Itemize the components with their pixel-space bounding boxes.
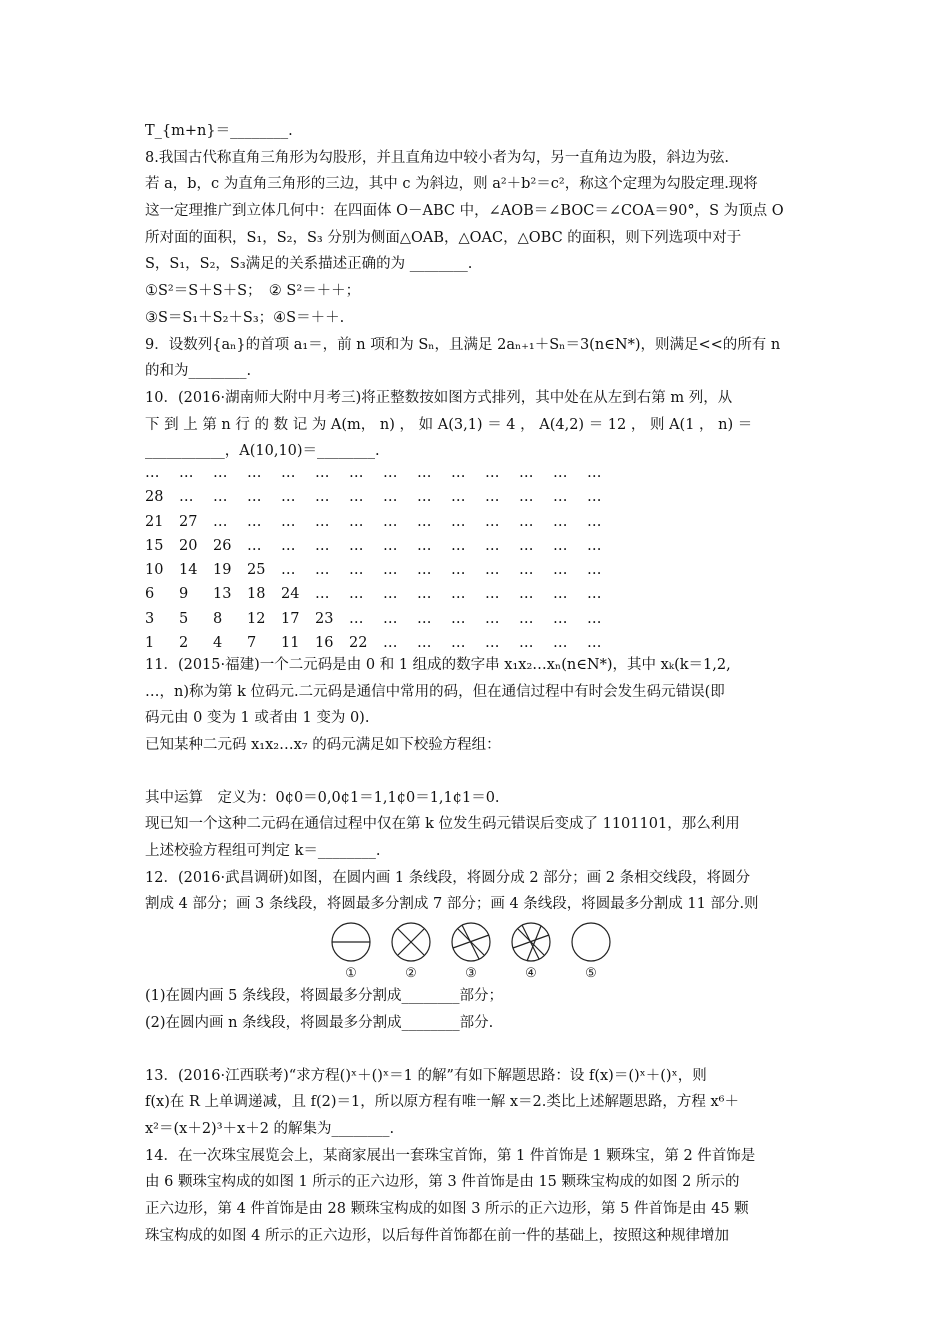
circle-5 xyxy=(572,923,610,961)
table-cell: … xyxy=(485,635,500,652)
text-line: 9．设数列{aₙ}的首项 a₁＝，前 n 项和为 Sₙ，且满足 2aₙ₊₁＋Sₙ＝3(n∈N*)，则满足<<的所有 n xyxy=(145,336,781,353)
table-cell: … xyxy=(349,586,364,603)
problems-11-12 xyxy=(145,785,810,918)
table-cell: … xyxy=(587,610,602,627)
table-cell: … xyxy=(485,562,500,579)
text-line: …，n)称为第 k 位码元.二元码是通信中常用的码，但在通信过程中有时会发生码元错误(即 xyxy=(145,683,725,700)
number-arrangement-table xyxy=(145,463,810,652)
table-cell: 14 xyxy=(179,562,198,579)
table-cell: … xyxy=(553,610,568,627)
table-cell: … xyxy=(519,586,534,603)
table-cell: … xyxy=(553,635,568,652)
circle-label: ① xyxy=(345,966,357,982)
circle-label: ④ xyxy=(525,966,537,982)
table-cell: 7 xyxy=(247,635,257,652)
text-line: 11．(2015·福建)一个二元码是由 0 和 1 组成的数字串 x₁x₂…xₙ(n∈N*)，其中 xₖ(k＝1,2, xyxy=(145,656,731,673)
table-cell: … xyxy=(417,489,432,506)
table-cell: … xyxy=(247,489,262,506)
table-cell: … xyxy=(247,464,262,481)
table-cell: … xyxy=(485,610,500,627)
table-cell: … xyxy=(315,586,330,603)
table-cell: 13 xyxy=(213,586,232,603)
table-cell: 9 xyxy=(179,586,189,603)
table-cell: … xyxy=(281,489,296,506)
table-cell: … xyxy=(315,513,330,530)
text-line: (1)在圆内画 5 条线段，将圆最多分割成________部分； xyxy=(145,988,503,1005)
table-cell: 1 xyxy=(145,635,155,652)
table-cell: … xyxy=(315,537,330,554)
table-cell: … xyxy=(349,489,364,506)
text-line: S，S₁，S₂，S₃满足的关系描述正确的为 ________. xyxy=(145,256,473,273)
circle-3 xyxy=(452,923,490,961)
table-cell: 17 xyxy=(281,610,300,627)
table-cell: … xyxy=(247,537,262,554)
circle-4 xyxy=(512,923,550,961)
table-cell: 18 xyxy=(247,586,266,603)
table-cell: 8 xyxy=(213,610,223,627)
text-line: 10．(2016·湖南师大附中月考三)将正整数按如图方式排列，其中处在从左到右第 m 列，从 xyxy=(145,389,733,406)
table-cell: … xyxy=(213,464,228,481)
table-cell: … xyxy=(417,513,432,530)
text-line: T_{m+n}＝________. xyxy=(145,123,293,139)
problem-12-questions xyxy=(145,983,810,1036)
text-line: ___________，A(10,10)＝________. xyxy=(145,443,380,460)
table-cell: … xyxy=(553,537,568,554)
problems-13-14 xyxy=(145,1063,810,1250)
text-line: 已知某种二元码 x₁x₂…x₇ 的码元满足如下校验方程组： xyxy=(145,737,501,753)
circle-label: ⑤ xyxy=(585,966,597,982)
table-cell: … xyxy=(451,513,466,530)
text-line: 上述校验方程组可判定 k＝________. xyxy=(145,843,381,860)
table-cell: … xyxy=(281,513,296,530)
table-cell: … xyxy=(383,562,398,579)
table-cell: … xyxy=(553,489,568,506)
table-cell: 5 xyxy=(179,610,189,627)
text-line: 8.我国古代称直角三角形为勾股形，并且直角边中较小者为勾，另一直角边为股，斜边为弦. xyxy=(145,149,729,166)
table-cell: … xyxy=(587,464,602,481)
table-cell: 2 xyxy=(179,635,189,652)
table-cell: … xyxy=(553,586,568,603)
circle-figures xyxy=(145,921,810,981)
table-cell: … xyxy=(519,562,534,579)
circle-2 xyxy=(392,923,430,961)
table-cell: … xyxy=(281,464,296,481)
text-line: 所对面的面积，S₁，S₂，S₃ 分别为侧面△OAB，△OAC，△OBC 的面积，则下列选项中对于 xyxy=(145,229,742,246)
text-line: (2)在圆内画 n 条线段，将圆最多分割成________部分. xyxy=(145,1014,494,1031)
table-cell: … xyxy=(451,562,466,579)
text-line: 现已知一个这种二元码在通信过程中仅在第 k 位发生码元错误后变成了 1101101，那么利用 xyxy=(145,816,740,833)
table-cell: … xyxy=(485,489,500,506)
table-cell: … xyxy=(417,537,432,554)
table-cell: … xyxy=(587,562,602,579)
text-line: 这一定理推广到立体几何中：在四面体 O－ABC 中，∠AOB＝∠BOC＝∠COA＝90°，S 为顶点 O xyxy=(145,203,784,220)
table-cell: … xyxy=(451,464,466,481)
table-cell: … xyxy=(587,586,602,603)
text-line: 其中运算 定义为：0¢0＝0,0¢1＝1,1¢0＝1,1¢1＝0. xyxy=(145,789,500,806)
table-cell: … xyxy=(281,537,296,554)
text-line: 割成 4 部分；画 3 条线段，将圆最多分割成 7 部分；画 4 条线段，将圆最多分割成 11 部分.则 xyxy=(145,896,759,913)
circle-label: ② xyxy=(405,966,417,982)
table-cell: 12 xyxy=(247,610,266,627)
text-line: 由 6 颗珠宝构成的如图 1 所示的正六边形，第 3 件首饰是由 15 颗珠宝构成的如图 2 所示的 xyxy=(145,1174,740,1191)
table-cell: … xyxy=(417,635,432,652)
circle-figure-svg xyxy=(331,921,631,981)
text-line: 14．在一次珠宝展览会上，某商家展出一套珠宝首饰，第 1 件首饰是 1 颗珠宝，第 2 件首饰是 xyxy=(145,1147,756,1164)
table-cell: … xyxy=(383,537,398,554)
table-cell: … xyxy=(213,513,228,530)
table-cell: … xyxy=(519,537,534,554)
problems-8-10 xyxy=(145,118,810,465)
table-cell: … xyxy=(451,610,466,627)
table-cell: … xyxy=(145,464,160,481)
table-cell: … xyxy=(587,635,602,652)
table-cell: … xyxy=(519,635,534,652)
table-cell: … xyxy=(383,489,398,506)
table-cell: … xyxy=(417,586,432,603)
table-cell: 25 xyxy=(247,562,266,579)
table-cell: 28 xyxy=(145,489,164,506)
table-cell: … xyxy=(383,586,398,603)
table-cell: … xyxy=(553,513,568,530)
missing-equation-gap xyxy=(145,759,810,785)
table-cell: 24 xyxy=(281,586,300,603)
table-cell: 21 xyxy=(145,513,164,530)
table-cell: … xyxy=(587,489,602,506)
table-cell: … xyxy=(587,537,602,554)
text-line: 的和为________. xyxy=(145,363,252,380)
table-cell: 11 xyxy=(281,635,300,652)
table-cell: 23 xyxy=(315,610,334,627)
table-cell: … xyxy=(451,586,466,603)
table-cell: … xyxy=(417,464,432,481)
table-cell: 20 xyxy=(179,537,198,554)
table-cell: … xyxy=(519,489,534,506)
table-cell: … xyxy=(315,464,330,481)
table-cell: … xyxy=(519,610,534,627)
table-cell: 3 xyxy=(145,610,155,627)
problem-11 xyxy=(145,652,810,759)
table-cell: … xyxy=(383,513,398,530)
table-cell: … xyxy=(451,635,466,652)
table-cell: … xyxy=(247,513,262,530)
table-cell: … xyxy=(485,537,500,554)
table-cell: 6 xyxy=(145,586,155,603)
table-cell: 26 xyxy=(213,537,232,554)
table-cell: … xyxy=(485,586,500,603)
table-cell: 15 xyxy=(145,537,164,554)
text-line: 13．(2016·江西联考)“求方程()ˣ＋()ˣ＝1 的解”有如下解题思路：设 f(x)＝()ˣ＋()ˣ，则 xyxy=(145,1067,707,1084)
text-line: 码元由 0 变为 1 或者由 1 变为 0). xyxy=(145,710,370,727)
table-cell: 4 xyxy=(213,635,223,652)
text-line: x²＝(x＋2)³＋x＋2 的解集为________. xyxy=(145,1120,395,1137)
table-cell: 27 xyxy=(179,513,198,530)
table-cell: … xyxy=(179,489,194,506)
table-cell: … xyxy=(213,489,228,506)
document-page xyxy=(145,118,810,1249)
table-cell: … xyxy=(417,610,432,627)
table-cell: … xyxy=(587,513,602,530)
text-line: ①S²＝S＋S＋S； ② S²＝＋＋； xyxy=(145,283,361,300)
text-line: ③S＝S₁＋S₂＋S₃；④S＝＋＋. xyxy=(145,309,345,326)
text-line: 珠宝构成的如图 4 所示的正六边形，以后每件首饰都在前一件的基础上，按照这种规律增加 xyxy=(145,1227,729,1244)
table-cell: 16 xyxy=(315,635,334,652)
table-cell: … xyxy=(349,464,364,481)
table-cell: … xyxy=(519,513,534,530)
table-cell: … xyxy=(349,513,364,530)
circle-label: ③ xyxy=(465,966,477,982)
table-cell: 22 xyxy=(349,635,368,652)
blank-gap xyxy=(145,1037,810,1063)
circle-1 xyxy=(332,923,370,961)
text-line: f(x)在 R 上单调递减，且 f(2)＝1，所以原方程有唯一解 x＝2.类比上述解题思路，方程 x⁶＋ xyxy=(145,1094,739,1111)
text-line: 正六边形，第 4 件首饰是由 28 颗珠宝构成的如图 3 所示的正六边形，第 5 件首饰是由 45 颗 xyxy=(145,1200,749,1217)
table-cell: … xyxy=(451,537,466,554)
table-cell: 19 xyxy=(213,562,232,579)
table-cell: … xyxy=(383,610,398,627)
table-cell: … xyxy=(281,562,296,579)
table-cell: … xyxy=(383,464,398,481)
table-cell: … xyxy=(417,562,432,579)
table-cell: … xyxy=(451,489,466,506)
text-line: 下 到 上 第 n 行 的 数 记 为 A(m， n) ， 如 A(3,1) ＝ 4 ， A(4,2) ＝ 12 ， 则 A(1 ， n) ＝ xyxy=(145,416,753,433)
table-cell: … xyxy=(349,610,364,627)
table-cell: … xyxy=(519,464,534,481)
table-cell: … xyxy=(179,464,194,481)
table-cell: … xyxy=(383,635,398,652)
table-cell: … xyxy=(315,562,330,579)
table-cell: … xyxy=(553,464,568,481)
table-cell: … xyxy=(349,562,364,579)
text-line: 12．(2016·武昌调研)如图，在圆内画 1 条线段，将圆分成 2 部分；画 2 条相交线段，将圆分 xyxy=(145,869,751,886)
table-cell: … xyxy=(553,562,568,579)
table-cell: … xyxy=(485,464,500,481)
table-cell: … xyxy=(349,537,364,554)
table-cell: 10 xyxy=(145,562,164,579)
table-cell: … xyxy=(485,513,500,530)
table-cell: … xyxy=(315,489,330,506)
text-line: 若 a，b，c 为直角三角形的三边，其中 c 为斜边，则 a²＋b²＝c²，称这个定理为勾股定理.现将 xyxy=(145,176,758,193)
